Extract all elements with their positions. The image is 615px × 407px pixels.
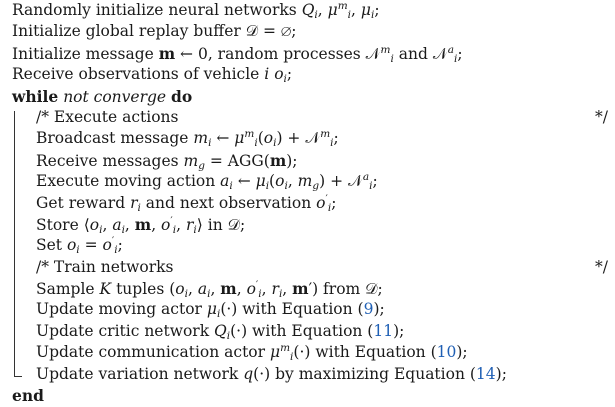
algo-line-update-moving: Update moving actor $\mu_i(\cdot)$ with Equation (9); — [36, 300, 385, 321]
comment-execute-actions: /* Execute actions */ — [36, 107, 608, 126]
equation-ref-14[interactable]: 14 — [475, 364, 496, 383]
algo-line-update-variation: Update variation network q(·) by maximizing Equation (14); — [36, 364, 507, 383]
algo-line-end: end — [12, 386, 44, 406]
algo-line-sample: Sample K tuples ($o_i$, $a_i$, m, $o'_i$, $r_i$, m′) from 𝒟; — [36, 279, 383, 301]
algo-line-while: while not converge do — [12, 86, 193, 106]
algo-line-reward: Get reward $r_i$ and next observation $o'_i$; — [36, 192, 337, 214]
algo-line-store: Store $⟨o_i$, $a_i$, m, $o'_i$, $r_i⟩$ in 𝒟; — [36, 214, 246, 236]
algo-line-1: Randomly initialize neural networks $Q_i$, $\mu^m_i$, $\mu_i$; — [12, 0, 380, 21]
algo-line-4: Receive observations of vehicle i $o_i$; — [12, 65, 293, 86]
algo-line-execute: Execute moving action $a_i$ ← $\mu_i(o_i$, $m_g$) + 𝒩$^a_i$; — [36, 171, 378, 193]
loop-scope-bar-foot — [14, 376, 22, 377]
equation-ref-10[interactable]: 10 — [436, 343, 457, 362]
equation-ref-11[interactable]: 11 — [373, 321, 394, 340]
algo-line-2: Initialize global replay buffer 𝒟 = ∅; — [12, 22, 297, 41]
algo-line-update-critic: Update critic network $Q_i(\cdot)$ with Equation (11); — [36, 321, 405, 342]
equation-ref-9[interactable]: 9 — [363, 300, 374, 319]
comment-train-networks: /* Train networks */ — [36, 257, 608, 276]
algorithm-block — [12, 0, 610, 406]
algo-line-set: Set $o_i = o'_i$; — [36, 235, 123, 257]
algo-line-receive: Receive messages $m_g = AGG(m)$; — [36, 150, 298, 172]
algo-line-3: Initialize message m ← 0, random processes 𝒩$^m_i$ and 𝒩$^a_i$; — [12, 43, 463, 65]
algo-line-broadcast: Broadcast message $m_i$ ← $\mu^m_i(o_i)$ + 𝒩$^m_i$; — [36, 128, 339, 150]
loop-scope-bar — [14, 111, 15, 377]
algo-line-update-comm: Update communication actor $\mu^m_i(\cdot)$ with Equation (10); — [36, 342, 468, 364]
